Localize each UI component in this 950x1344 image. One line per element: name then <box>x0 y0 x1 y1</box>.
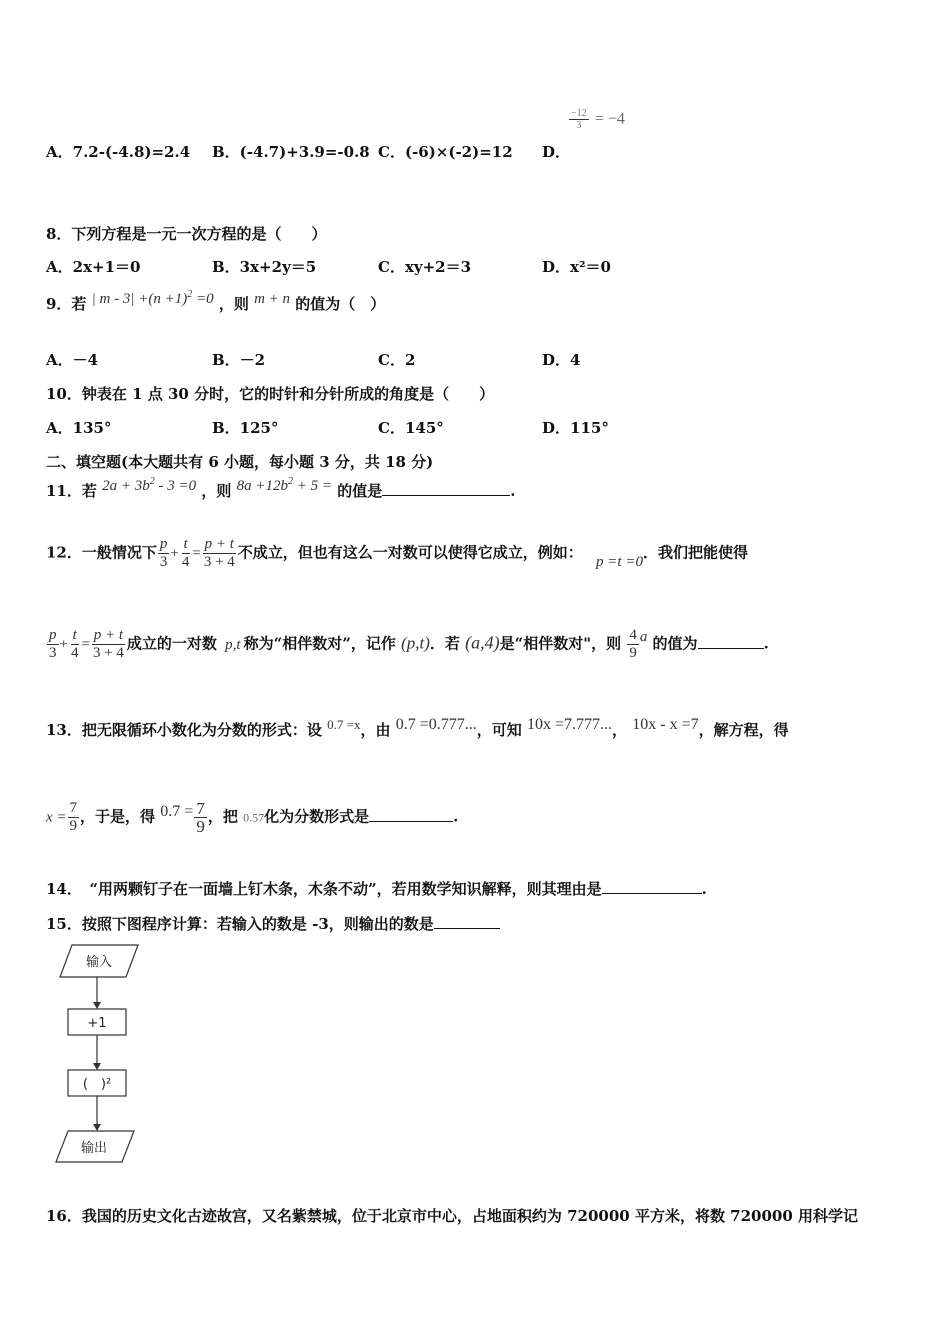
q12-f-p-b: p <box>49 627 57 643</box>
q11-expr2-main: 8a +12b <box>236 478 288 494</box>
q12-text1: 不成立，但也有这么一对数可以使得它成立，例如： <box>237 543 583 562</box>
q11-stem <box>46 476 516 501</box>
flow-step1-box <box>68 1009 126 1035</box>
q9-expr-main: | m - 3| +(n +1) <box>91 291 188 307</box>
q12-text2: ．我们把能使得 <box>642 543 748 562</box>
q12-f-4-b: 4 <box>70 645 79 661</box>
q15-flowchart <box>50 940 150 1170</box>
q13-mid5: ，于是，得 <box>80 807 156 826</box>
q11-answer-blank[interactable] <box>382 481 510 496</box>
q12-fraction-t4-b <box>69 627 81 662</box>
q7-option-c: C．(-6)×(-2)=12 <box>378 143 513 161</box>
q8-stem: 8．下列方程是一元一次方程的是（ ） <box>46 225 327 243</box>
q13-mid2: ，可知 <box>476 721 522 739</box>
q12-prefix: 12．一般情况下 <box>46 543 157 562</box>
q13-mid3: ， <box>612 721 628 739</box>
q10-stem: 10．钟表在 1 点 30 分时，它的时针和分针所成的角度是（ ） <box>46 385 495 403</box>
q15-text: 15．按照下图程序计算：若输入的数是 -3，则输出的数是 <box>46 915 434 933</box>
q9-mid: ，则 <box>218 295 249 313</box>
q12-end: . <box>763 634 769 653</box>
flow-step2-box <box>68 1070 126 1096</box>
q13-fraction-79 <box>68 800 80 835</box>
q8-option-b: B．3x+2y＝5 <box>212 258 317 276</box>
q8-option-c: C．xy+2＝3 <box>378 258 472 276</box>
q9-option-c: C．2 <box>378 351 416 369</box>
flow-arrow-3 <box>93 1124 101 1131</box>
q9-stem <box>46 289 386 314</box>
q9-option-d: D．4 <box>542 351 581 369</box>
q9-expression-2: m + n <box>254 291 291 307</box>
q9-prefix: 9．若 <box>46 295 87 313</box>
q15-answer-blank[interactable] <box>434 914 500 929</box>
flow-arrow-2 <box>93 1063 101 1070</box>
section-heading-fill-in: 二、填空题(本大题共有 6 小题，每小题 3 分，共 18 分) <box>46 453 434 471</box>
q7-option-a: A．7.2-(-4.8)=2.4 <box>46 143 191 161</box>
q12-f-34: 3 + 4 <box>203 554 235 570</box>
q14-text: 14． “用两颗钉子在一面墙上钉木条，木条不动”，若用数学知识解释，则其理由是 <box>46 880 602 898</box>
flow-input-label: 输入 <box>85 955 113 970</box>
q13-prefix: 13．把无限循环小数化为分数的形式：设 <box>46 721 322 739</box>
q12-answer-blank[interactable] <box>698 634 764 649</box>
q9-expr-rhs: =0 <box>192 291 214 307</box>
q12-f-34-b: 3 + 4 <box>92 645 124 661</box>
q8-option-a: A．2x+1＝0 <box>46 258 141 276</box>
q13-mid1: ，由 <box>360 721 391 739</box>
q13-f9-b: 9 <box>196 817 205 836</box>
q7-option-d-formula <box>568 108 625 131</box>
q7-option-d-label: D． <box>542 143 571 161</box>
q12-f-3-b: 3 <box>49 645 57 661</box>
q12-text3: 成立的一对数 <box>126 634 217 653</box>
q11-prefix: 11．若 <box>46 482 97 500</box>
q12-fraction-p3-b <box>47 627 59 662</box>
flow-step2-label: ( )² <box>82 1077 112 1092</box>
q11-suffix: 的值是 <box>337 482 383 500</box>
flow-input-box <box>60 945 138 977</box>
q13-e6: 0.57 <box>243 810 265 825</box>
q7-d-denominator: 3 <box>576 120 582 131</box>
q12-f-t: t <box>183 536 188 552</box>
q13-x-eq: x = <box>46 809 67 826</box>
q13-fraction-79-b <box>194 800 207 835</box>
q9-option-a: A．－4 <box>46 351 99 369</box>
q14-stem <box>46 878 707 899</box>
q13-f9: 9 <box>69 818 78 834</box>
q12-a: a <box>639 628 648 645</box>
flow-output-box <box>56 1131 134 1162</box>
q9-expression <box>92 291 214 307</box>
q11-end: . <box>510 482 516 500</box>
q7-option-b: B．(-4.7)+3.9=-0.8 <box>212 143 370 161</box>
q12-example: p =t =0 <box>596 553 643 570</box>
q11-expr1-main: 2a + 3b <box>102 478 150 494</box>
q12-pair-a4: (a,4) <box>465 632 500 653</box>
q8-option-d: D．x²＝0 <box>542 258 611 276</box>
q11-mid: ，则 <box>201 482 232 500</box>
q10-option-c: C．145° <box>378 419 444 437</box>
q13-e2: 0.7 =0.777... <box>395 716 477 733</box>
q13-stem-line1 <box>46 716 789 740</box>
q13-f7: 7 <box>69 800 78 816</box>
q13-answer-blank[interactable] <box>369 807 453 822</box>
q12-fraction-49 <box>627 627 639 662</box>
q7-d-numerator: −12 <box>571 108 587 119</box>
q11-expr1-rest: - 3 =0 <box>154 478 197 494</box>
q12-fraction-sum-b <box>91 627 126 662</box>
q13-e1: 0.7 =x <box>327 717 361 732</box>
q12-f-p: p <box>159 536 168 552</box>
q13-mid6: ，把 <box>207 807 238 826</box>
q14-end: . <box>701 880 707 898</box>
q13-e3: 10x =7.777... <box>527 716 613 733</box>
q10-option-b: B．125° <box>212 419 279 437</box>
q12-pair: (p,t) <box>401 633 430 653</box>
q12-f-pt: p + t <box>204 536 234 552</box>
q11-expression-1: $2a + 3b^2 - 3 =0$ <box>102 476 197 494</box>
q13-end: . <box>453 807 459 826</box>
q15-stem <box>46 913 500 934</box>
q9-expr-sup: 2 <box>187 289 193 300</box>
q9-option-b: B．－2 <box>212 351 266 369</box>
q12-f-3: 3 <box>159 554 168 570</box>
q12-f-49d: 9 <box>629 645 637 661</box>
q9-suffix: 的值为（ ） <box>295 295 386 313</box>
q7-option-d <box>542 141 570 162</box>
q12-fraction-sum <box>202 536 237 571</box>
q13-mid4: ，解方程，得 <box>698 721 789 739</box>
q13-e4: 10x - x =7 <box>632 716 699 733</box>
q12-text5: ．若 <box>429 634 460 653</box>
q13-f7-b: 7 <box>196 799 205 818</box>
q12-pt: p,t <box>225 636 241 653</box>
q12-text6: 是“相伴数对"，则 <box>499 634 622 653</box>
q12-text7: 的值为 <box>652 634 698 653</box>
q12-f-pt-b: p + t <box>93 627 124 643</box>
q12-f-t-b: t <box>72 627 77 643</box>
q11-expression-2: $8a +12b^2 + 5$ = <box>236 476 332 494</box>
q12-stem-line2: $\frac{p}{3}$ + $\frac{t}{4}$ = $\frac{p + t}{3 + 4}$ 成立的一对数 p,t 称为“相伴数对”，记作 (p,t)．若 (a,4)是“相伴数对"，则 $\frac{4}{9}$ a 的值为 . <box>49 627 769 661</box>
q12-fraction-p3 <box>158 536 170 571</box>
q16-stem: 16．我国的历史文化古迹故宫，又名紫禁城，位于北京市中心，占地面积约为 720000 平方米，将数 720000 用科学记 <box>46 1207 859 1225</box>
q12-f-49n: 4 <box>629 627 637 643</box>
q12-f-4: 4 <box>181 554 190 570</box>
q13-mid7: 化为分数形式是 <box>264 807 370 826</box>
q13-stem-line2 <box>46 800 458 835</box>
q10-option-d: D．115° <box>542 419 609 437</box>
q12-stem-line1: 12．一般情况下 $\frac{p}{3}$ + $\frac{t}{4}$ = $\frac{p + t}{3 + 4}$ 不成立，但也有这么一对数可以使得它成立，例如： p =t =0．我们把能使得 <box>46 536 748 570</box>
q14-answer-blank[interactable] <box>602 879 702 894</box>
q11-expr2-rest: + 5 = <box>292 478 332 494</box>
q13-e5: 0.7 = <box>160 802 194 820</box>
q10-option-a: A．135° <box>46 419 112 437</box>
flow-output-label: 输出 <box>80 1141 108 1156</box>
q12-fraction-t4 <box>180 536 192 571</box>
flow-arrow-1 <box>93 1002 101 1009</box>
q12-text4: 称为“相伴数对”，记作 <box>243 634 396 653</box>
q7-d-rhs: = −4 <box>594 110 625 128</box>
flow-step1-label: +1 <box>87 1016 107 1031</box>
